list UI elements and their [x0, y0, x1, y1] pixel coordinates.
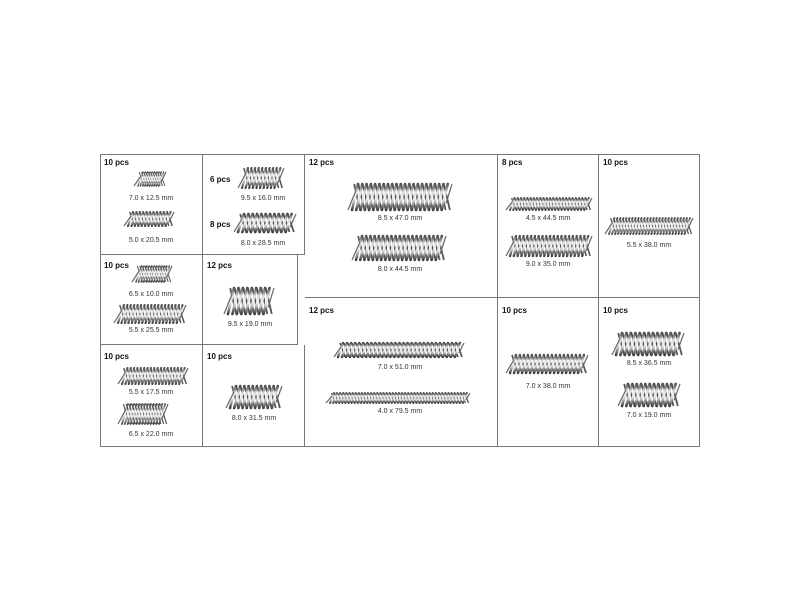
compartment-8 [305, 298, 498, 446]
compartment-12 [203, 345, 305, 446]
spring-size-label: 4.5 x 44.5 mm [525, 215, 571, 222]
compartment-4 [498, 155, 599, 298]
quantity-label: 12 pcs [207, 261, 232, 270]
spring-size-label: 5.0 x 20.5 mm [128, 237, 174, 244]
spring-icon [331, 340, 467, 360]
spring-size-label: 5.5 x 38.0 mm [626, 242, 672, 249]
spring-size-label: 9.5 x 19.0 mm [227, 321, 273, 328]
spring-icon [131, 169, 169, 189]
spring-size-label: 8.0 x 31.5 mm [231, 415, 277, 422]
quantity-label: 8 pcs [210, 220, 231, 229]
compartment-2 [203, 155, 305, 255]
quantity-label: 10 pcs [603, 158, 628, 167]
compartment-11 [101, 345, 203, 446]
spring-icon [349, 233, 449, 263]
quantity-label: 10 pcs [603, 306, 628, 315]
compartment-7 [203, 255, 298, 345]
spring-size-label: 8.0 x 44.5 mm [377, 266, 423, 273]
spring-size-label: 7.0 x 19.0 mm [626, 412, 672, 419]
spring-icon [609, 330, 687, 358]
quantity-label: 6 pcs [210, 175, 231, 184]
compartment-6 [101, 255, 203, 345]
spring-icon [115, 365, 191, 387]
spring-size-label: 5.5 x 17.5 mm [128, 389, 174, 396]
spring-icon [221, 285, 277, 317]
spring-icon [615, 381, 683, 409]
spring-icon [503, 352, 591, 376]
spring-icon [121, 209, 177, 229]
compartment-10 [599, 298, 699, 446]
quantity-label: 12 pcs [309, 158, 334, 167]
spring-size-label: 4.0 x 79.5 mm [377, 408, 423, 415]
quantity-label: 10 pcs [104, 158, 129, 167]
spring-size-label: 6.5 x 10.0 mm [128, 291, 174, 298]
quantity-label: 10 pcs [207, 352, 232, 361]
spring-icon [231, 211, 299, 235]
spring-size-label: 7.0 x 51.0 mm [377, 364, 423, 371]
compartment-9 [498, 298, 599, 446]
spring-size-label: 8.0 x 28.5 mm [240, 240, 286, 247]
spring-size-label: 9.0 x 35.0 mm [525, 261, 571, 268]
spring-icon [111, 302, 189, 326]
spring-icon [323, 390, 473, 406]
spring-size-label: 7.0 x 12.5 mm [128, 195, 174, 202]
spring-size-label: 9.5 x 16.0 mm [240, 195, 286, 202]
spring-icon [115, 401, 171, 427]
spring-size-label: 8.5 x 47.0 mm [377, 215, 423, 222]
spring-icon [129, 263, 175, 285]
spring-assortment-grid [100, 154, 700, 447]
compartment-1 [101, 155, 203, 255]
quantity-label: 10 pcs [104, 352, 129, 361]
spring-icon [503, 233, 595, 259]
spring-size-label: 5.5 x 25.5 mm [128, 327, 174, 334]
quantity-label: 8 pcs [502, 158, 523, 167]
spring-icon [345, 181, 455, 213]
spring-icon [223, 383, 285, 411]
spring-size-label: 8.5 x 36.5 mm [626, 360, 672, 367]
quantity-label: 10 pcs [502, 306, 527, 315]
spring-icon [602, 215, 696, 237]
spring-size-label: 7.0 x 38.0 mm [525, 383, 571, 390]
compartment-5 [599, 155, 699, 298]
spring-icon [503, 195, 595, 213]
compartment-3 [305, 155, 498, 298]
quantity-label: 12 pcs [309, 306, 334, 315]
quantity-label: 10 pcs [104, 261, 129, 270]
spring-size-label: 6.5 x 22.0 mm [128, 431, 174, 438]
spring-icon [235, 165, 287, 191]
